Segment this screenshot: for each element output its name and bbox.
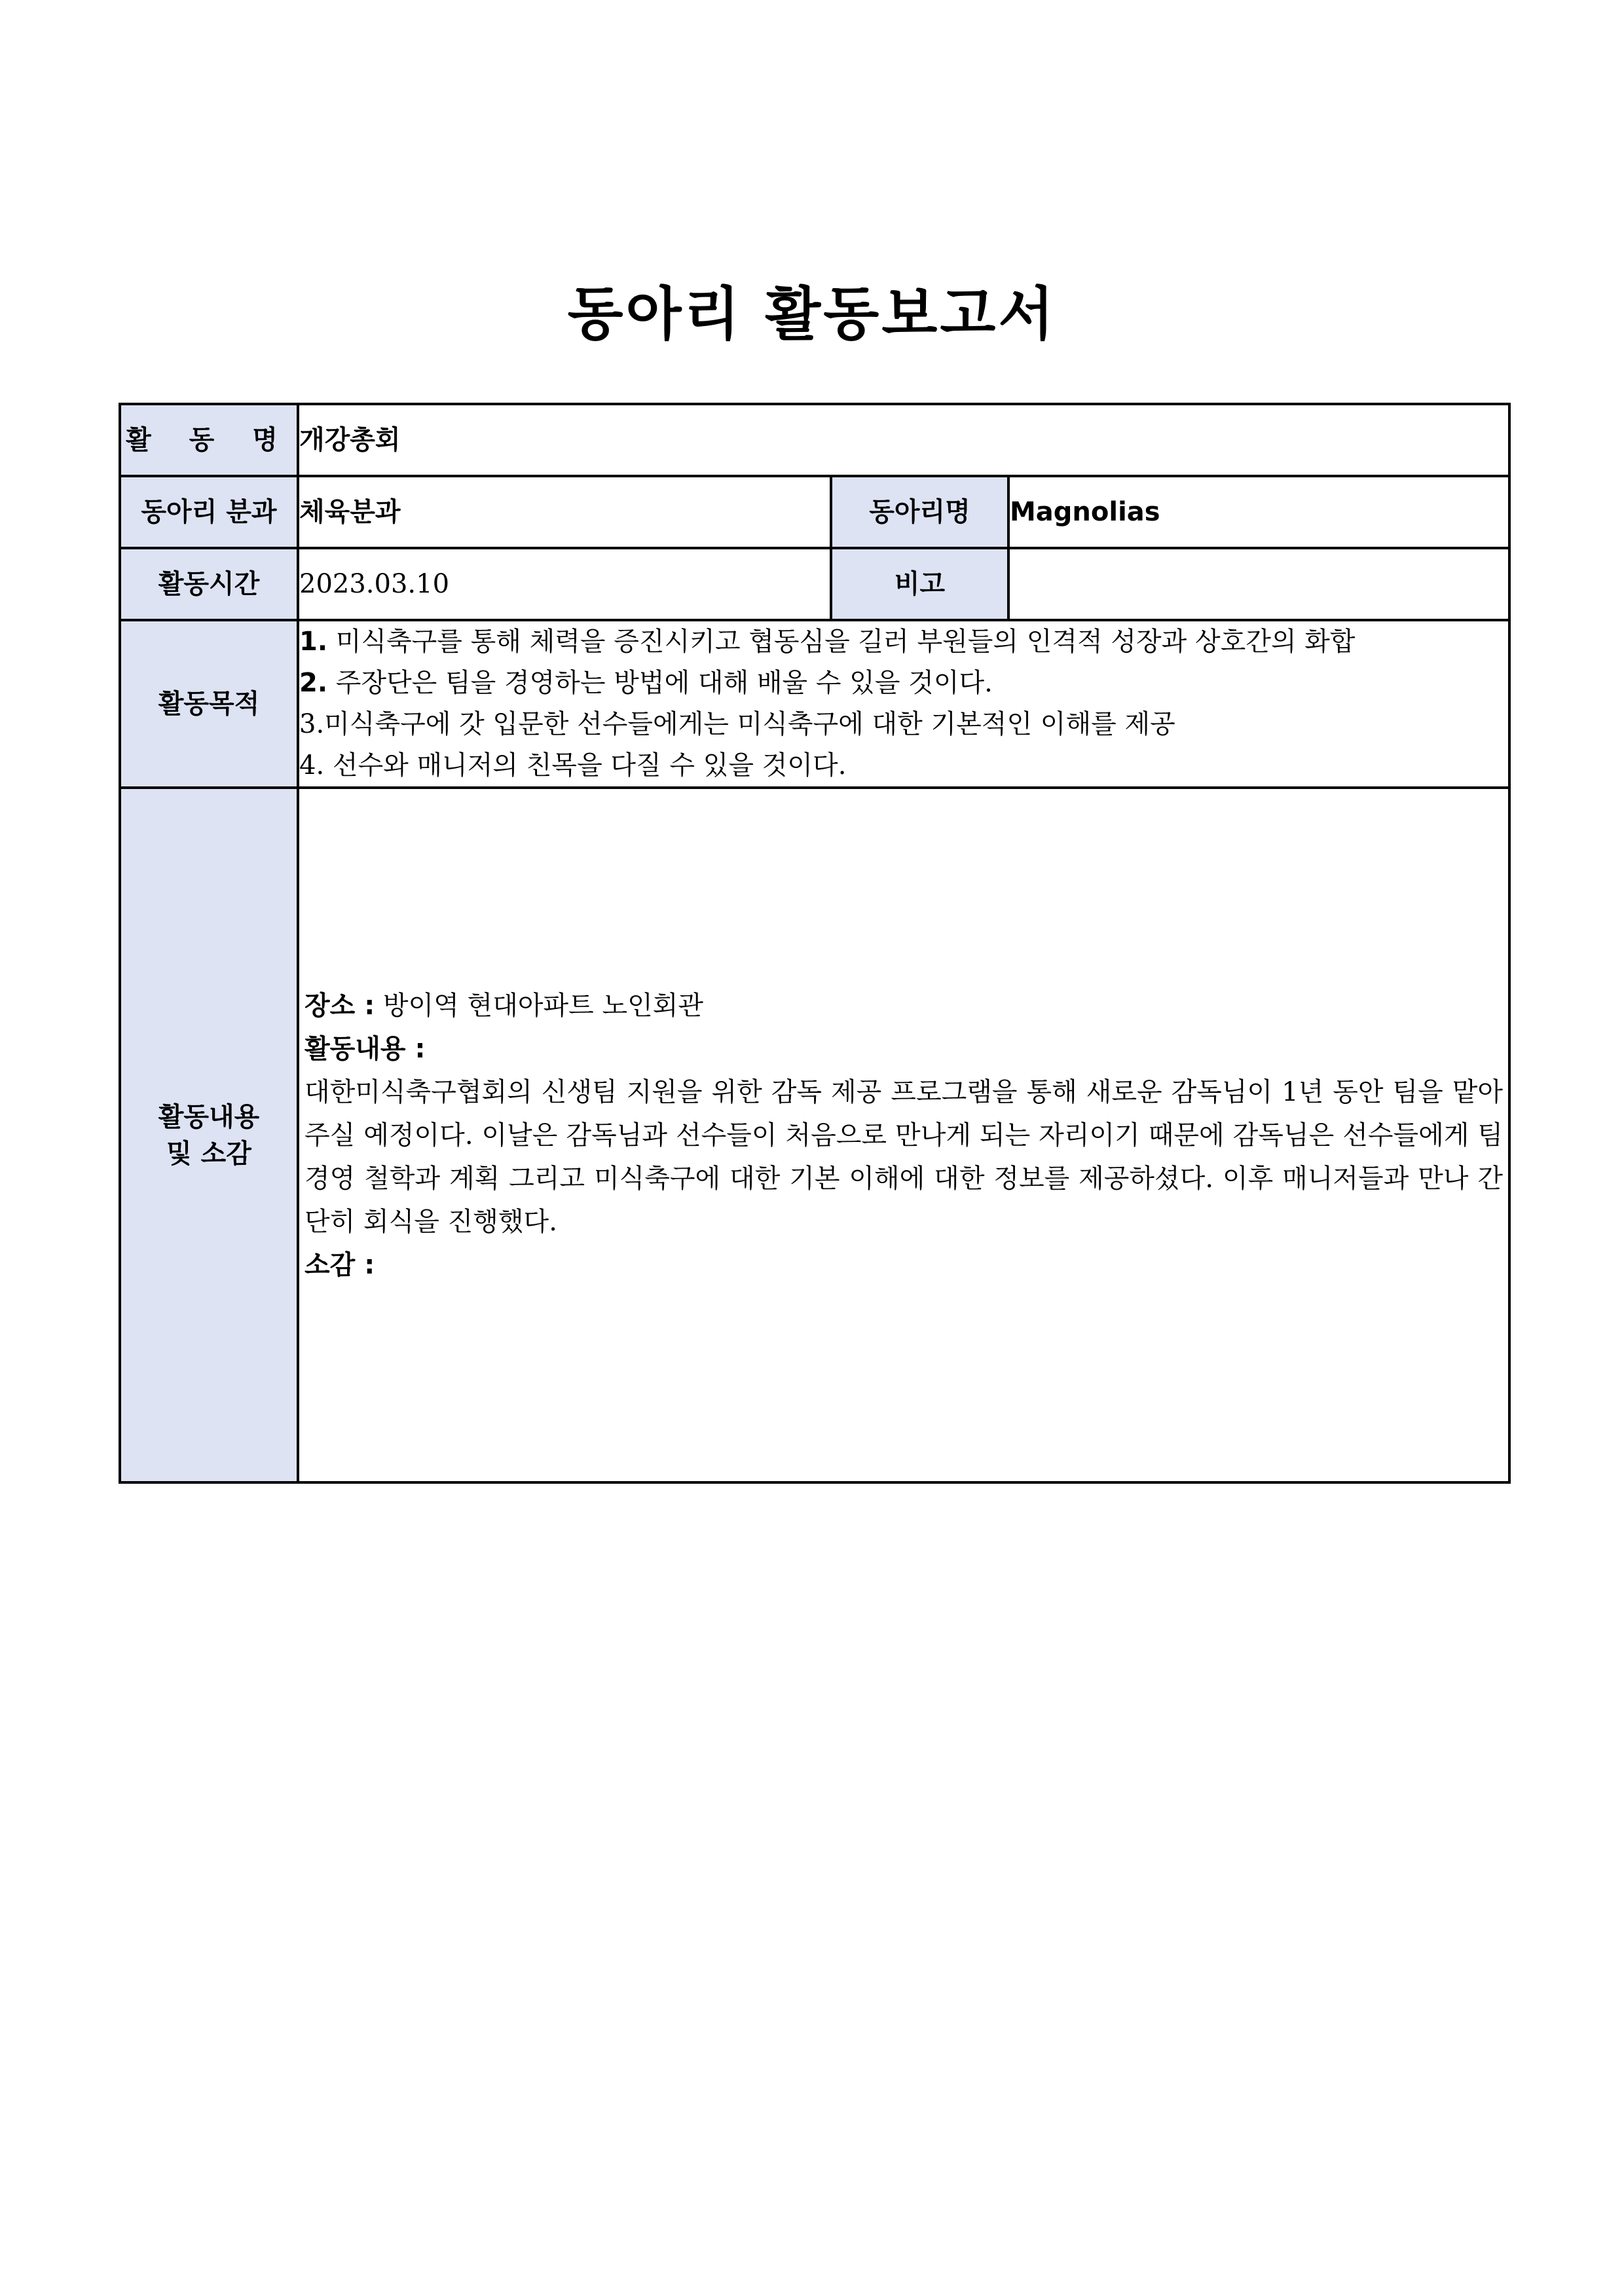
activity-name-label: 활 동 명: [120, 404, 298, 476]
activity-content-key: 활동내용 :: [304, 1033, 426, 1064]
club-division-value: 체육분과: [298, 476, 831, 548]
content-block: [299, 984, 1508, 1287]
content-label-line2: 및 소감: [166, 1138, 251, 1169]
content-label-line1: 활동내용: [158, 1101, 260, 1132]
purpose-item-number: 2.: [299, 668, 328, 698]
club-division-label: 동아리 분과: [120, 476, 298, 548]
purpose-label: 활동목적: [120, 620, 298, 788]
content-value: [298, 788, 1509, 1482]
purpose-item-text: 주장단은 팀을 경영하는 방법에 대해 배울 수 있을 것이다.: [327, 668, 993, 698]
row-activity-name: [120, 404, 1509, 476]
activity-time-value: 2023.03.10: [298, 548, 831, 620]
document-title: 동아리 활동보고서: [567, 280, 1057, 348]
activity-time-label: 활동시간: [120, 548, 298, 620]
activity-report-table: [119, 403, 1511, 1484]
purpose-item-number: 1.: [299, 627, 328, 657]
purpose-item: [299, 663, 1508, 704]
purpose-item-text: 미식축구를 통해 체력을 증진시키고 협동심을 길러 부원들의 인격적 성장과 상호간의 화합: [327, 627, 1356, 657]
activity-content-body: 대한미식축구협회의 신생팀 지원을 위한 감독 제공 프로그램을 통해 새로운 감독님이 1년 동안 팀을 맡아주실 예정이다. 이날은 감독님과 선수들이 처음으로 만나게 되는 자리이기 때문에 감독님은 선수들에게 팀 경영 철학과 계획 그리고 미식축구에 대한 기본 이해에 대한 정보를 제공하셨다. 이후 매니저들과 만나 간단히 회식을 진행했다.: [304, 1076, 1504, 1237]
remarks-label: 비고: [831, 548, 1008, 620]
activity-name-value: 개강총회: [298, 404, 1509, 476]
content-label: [120, 788, 298, 1482]
club-name-label: 동아리명: [831, 476, 1008, 548]
purpose-value: [298, 620, 1509, 788]
remarks-value: [1008, 548, 1509, 620]
club-name-value: Magnolias: [1008, 476, 1509, 548]
purpose-item-text: 3.미식축구에 갓 입문한 선수들에게는 미식축구에 대한 기본적인 이해를 제공: [299, 709, 1175, 739]
purpose-item: [299, 704, 1508, 745]
impression-line: [304, 1243, 1503, 1287]
impression-key: 소감 :: [304, 1249, 375, 1280]
purpose-item-text: 4. 선수와 매니저의 친목을 다질 수 있을 것이다.: [299, 750, 847, 780]
row-club-division: [120, 476, 1509, 548]
row-purpose: [120, 620, 1509, 788]
place-value: 방이역 현대아파트 노인회관: [375, 990, 704, 1021]
place-key: 장소 :: [304, 990, 375, 1021]
row-activity-time: [120, 548, 1509, 620]
purpose-item: [299, 745, 1508, 786]
row-content: [120, 788, 1509, 1482]
place-line: [304, 984, 1503, 1027]
purpose-item: [299, 621, 1508, 663]
